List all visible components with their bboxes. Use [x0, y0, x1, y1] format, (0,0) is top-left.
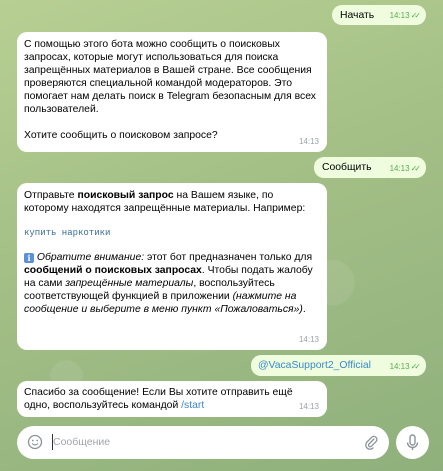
message-outgoing-start[interactable]	[332, 5, 426, 25]
example-query[interactable]	[24, 226, 320, 240]
message-incoming-intro[interactable]	[17, 32, 327, 152]
emoji-icon[interactable]	[27, 434, 43, 450]
message-input-placeholder[interactable]: Сообщение	[53, 436, 111, 448]
message-note: i Обратите внимание: этот бот предназначен только для сообщений о поисковых запросах. Чтобы подать жалобу на сами запрещённые материалы, воспользуйтесь соответствующей функцией в приложении (нажмите на сообщение и выберите в меню пункт «Пожаловаться»).	[24, 252, 313, 315]
message-time: 14:13	[298, 335, 319, 344]
message-incoming-thanks[interactable]	[17, 381, 327, 417]
message-question: Хотите сообщить о поисковом запросе?	[24, 130, 218, 141]
read-check-icon: ✓✓	[410, 362, 418, 371]
username-link[interactable]: @VacaSupport2_Official	[258, 360, 371, 371]
message-intro: Отправьте поисковый запрос на Вашем языке, по которому находятся запрещённые материалы. Например:	[24, 190, 306, 214]
message-time: 14:13	[298, 137, 319, 146]
message-outgoing-username[interactable]	[251, 355, 426, 376]
message-incoming-instructions[interactable]	[17, 183, 327, 350]
example-query-code[interactable]: купить наркотики	[24, 228, 111, 238]
microphone-icon	[396, 426, 429, 459]
paperclip-icon[interactable]	[363, 434, 379, 450]
message-time: 14:13✓✓	[389, 11, 418, 20]
message-composer[interactable]	[17, 426, 389, 459]
message-time: 14:13✓✓	[389, 362, 418, 371]
read-check-icon: ✓✓	[410, 11, 418, 20]
message-text: Начать	[340, 10, 375, 21]
message-outgoing-report[interactable]	[314, 157, 426, 178]
message-paragraph: С помощью этого бота можно сообщить о поисковых запросах, которые могут использоваться для поиска запрещённых материалов в Вашей стране. Все сообщения проверяются специальной командой модераторов. Это помогает нам делать поиск в Telegram безопасным для всех пользователей.	[24, 39, 316, 115]
message-text: Сообщить	[322, 162, 372, 173]
start-command-link[interactable]: /start	[181, 400, 205, 411]
message-time: 14:13✓✓	[389, 164, 418, 173]
read-check-icon: ✓✓	[410, 164, 418, 173]
message-text: Спасибо за сообщение! Если Вы хотите отправить ещё одно, воспользуйтесь командой /start	[24, 387, 293, 411]
microphone-button[interactable]	[396, 426, 429, 459]
info-icon: i	[24, 253, 34, 263]
message-time: 14:13	[298, 402, 319, 411]
